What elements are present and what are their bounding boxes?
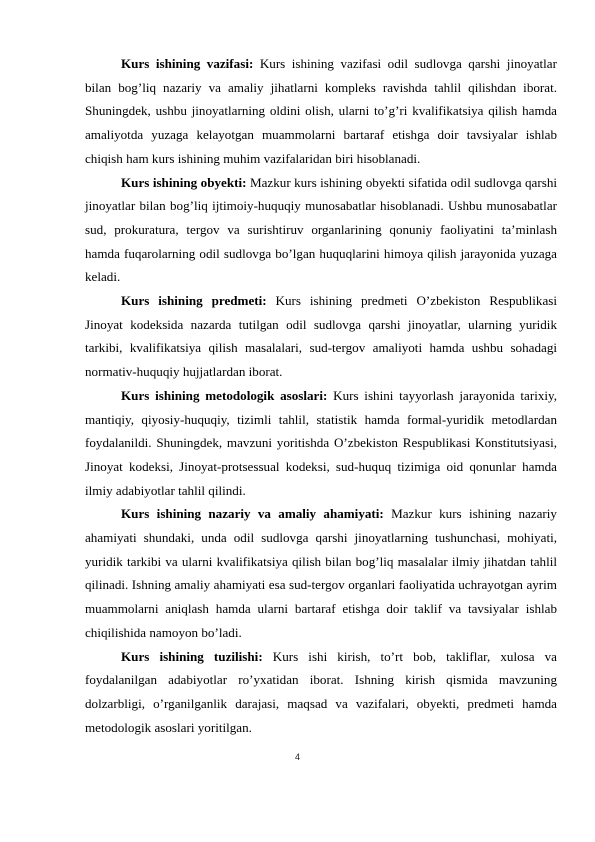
text-metodologik-asoslari: Kurs ishini tayyorlash jarayonida tarixiy, mantiqiy, qiyosiy-huquqiy, tizimli tahlil, statistik hamda formal-yuridik metodlardan foydalanildi. Shuningdek, mavzuni yoritishda O’zbekiston Respublikasi Konstitutsiyasi, Jinoyat kodeksi, Jinoyat-protsessual kodeksi, sud-huquq tizimiga oid qonunlar hamda ilmiy adabiyotlar tahlil qilindi. (85, 387, 558, 498)
document-page (85, 52, 557, 739)
heading-tuzilishi: Kurs ishining tuzilishi: (121, 648, 263, 664)
page-number: 4 (294, 752, 300, 762)
paragraph-ahamiyati (85, 502, 557, 644)
heading-metodologik-asoslari: Kurs ishining metodologik asoslari: (121, 387, 328, 403)
paragraph-vazifasi (85, 52, 557, 171)
paragraph-metodologik-asoslari (85, 384, 557, 503)
heading-ahamiyati: Kurs ishining nazariy va amaliy ahamiyati: (121, 506, 384, 522)
paragraph-obyekti (85, 171, 557, 290)
heading-predmeti: Kurs ishining predmeti: (121, 293, 267, 309)
text-ahamiyati: Mazkur kurs ishining nazariy ahamiyati shundaki, unda odil sudlovga qarshi jinoyatlarning tushunchasi, mohiyati, yuridik tarkibi va ularni kvalifikatsiya qilish bilan bog’liq masalalar ilmiy jihatdan tahlil qilinadi. Ishning amaliy ahamiyati esa sud-tergov organlari faoliyatida uchrayotgan ayrim muammolarni aniqlash hamda ularni bartaraf etishga doir taklif va tavsiyalar ishlab chiqilishida namoyon bo’ladi. (85, 506, 557, 640)
text-obyekti: Mazkur kurs ishining obyekti sifatida odil sudlovga qarshi jinoyatlar bilan bog’liq ijtimoiy-huquqiy munosabatlar hisoblanadi. Ushbu munosabatlar sud, prokuratura, tergov va surishtiruv organlarining qonuniy faoliyatini ta’minlash hamda fuqarolarning odil sudlovga bo’lgan huquqlarini himoya qilish jarayonida yuzaga keladi. (85, 174, 557, 285)
heading-obyekti: Kurs ishining obyekti: (121, 174, 247, 190)
text-tuzilishi: Kurs ishi kirish, to’rt bob, takliflar, xulosa va foydalanilgan adabiyotlar ro’yxatidan iborat. Ishning kirish qismida mavzuning dolzarbligi, o’rganilganlik darajasi, maqsad va vazifalari, obyekti, predmeti hamda metodologik asoslari yoritilgan. (85, 648, 557, 735)
text-vazifasi: Kurs ishining vazifasi odil sudlovga qarshi jinoyatlar bilan bog’liq nazariy va amaliy jihatlarni kompleks ravishda tahlil qilishdan iborat. Shuningdek, ushbu jinoyatlarning oldini olish, ularni to’g’ri kvalifikatsiya qilish hamda amaliyotda yuzaga kelayotgan muammolarni bartaraf etishga doir tavsiyalar ishlab chiqish ham kurs ishining muhim vazifalaridan biri hisoblanadi. (85, 56, 557, 166)
text-predmeti: Kurs ishining predmeti O’zbekiston Respublikasi Jinoyat kodeksida nazarda tutilgan odil sudlovga qarshi jinoyatlar, ularning yuridik tarkibi, kvalifikatsiya qilish masalalari, sud-tergov amaliyoti hamda ushbu sohadagi normativ-huquqiy hujjatlardan iborat. (85, 293, 557, 380)
heading-vazifasi: Kurs ishining vazifasi: (121, 56, 254, 71)
paragraph-predmeti (85, 289, 557, 384)
paragraph-tuzilishi (85, 645, 557, 740)
